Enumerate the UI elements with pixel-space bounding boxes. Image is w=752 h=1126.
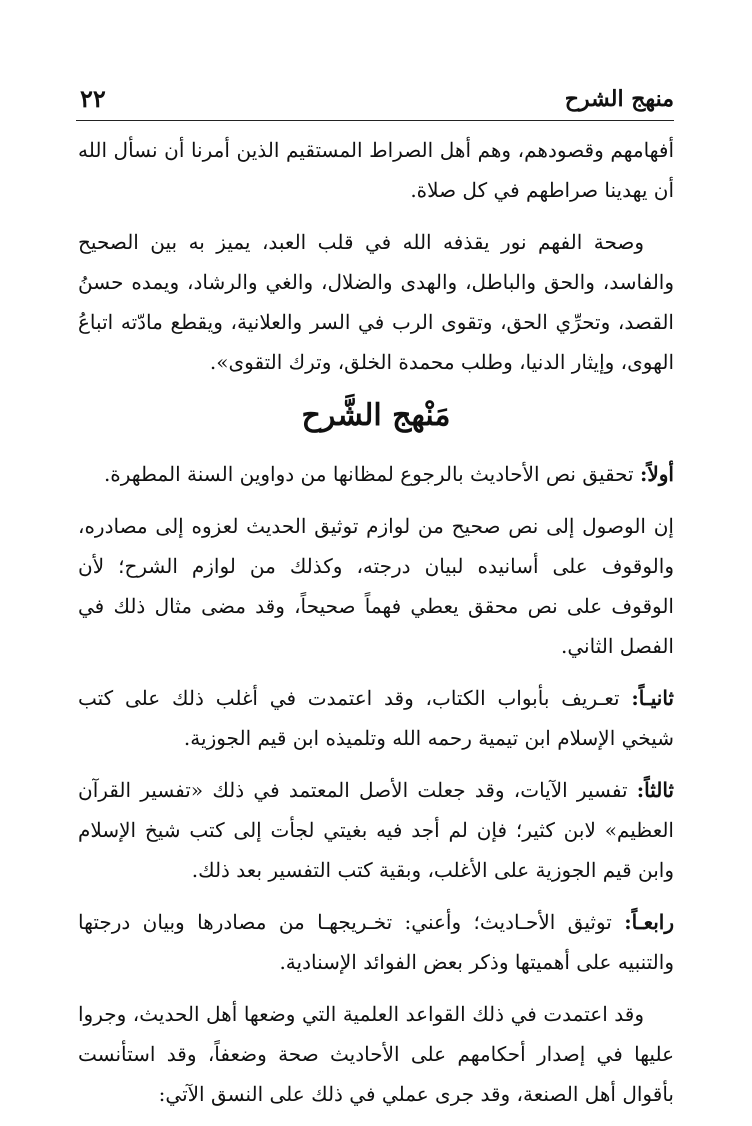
section-title: مَنْهج الشَّرح — [301, 398, 451, 433]
point-lead: ثالثاً: — [636, 778, 674, 802]
point-text: توثيق الأحـاديث؛ وأعني: تخـريجهـا من مصادرها وبيان درجتها والتنبيه على أهميتها وذكر بعض الفوائد الإسنادية. — [78, 910, 674, 974]
point-lead: رابعـاً: — [624, 910, 674, 934]
paragraph-method — [78, 994, 674, 1114]
page-body — [78, 130, 674, 1126]
running-title: منهج الشرح — [564, 86, 674, 112]
point-text: تفسير الآيات، وقد جعلت الأصل المعتمد في ذلك «تفسير القرآن العظيم» لابن كثير؛ فإن لم أجد فيه بغيتي لجأت إلى كتب شيخ الإسلام وابن قيم الجوزية على الأغلب، وبقية كتب التفسير بعد ذلك. — [78, 778, 674, 882]
paragraph-continuation: أفهامهم وقصودهم، وهم أهل الصراط المستقيم الذين أمرنا أن نسأل الله أن يهدينا صراطهم في كل صلاة. — [78, 138, 674, 202]
point-text: تعـريف بأبواب الكتاب، وقد اعتمدت في أغلب ذلك على كتب شيخي الإسلام ابن تيمية رحمه الله وتلميذه ابن قيم الجوزية. — [78, 686, 674, 750]
point-fourth — [78, 902, 674, 982]
point-second — [78, 678, 674, 758]
paragraph-text: إن الوصول إلى نص صحيح من لوازم توثيق الحديث لعزوه إلى مصادره، والوقوف على أسانيده لبيان درجته، وكذلك من لوازم الشرح؛ لأن الوقوف على نص محقق يعطي فهماً صحيحاً، وقد مضى مثال ذلك في الفصل الثاني. — [78, 514, 674, 658]
point-third — [78, 770, 674, 890]
paragraph-text: وقد اعتمدت في ذلك القواعد العلمية التي وضعها أهل الحديث، وجروا عليها في إصدار أحكامهم على الأحاديث صحة وضعفاً، وقد استأنست بأقوال أهل الصنعة، وقد جرى عملي في ذلك على النسق الآتي: — [78, 1002, 674, 1106]
paragraph-authentic-text — [78, 506, 674, 666]
point-first — [78, 454, 674, 494]
paragraph-sound-understanding: وصحة الفهم نور يقذفه الله في قلب العبد، يميز به بين الصحيح والفاسد، والحق والباطل، والهدى والضلال، والغي والرشاد، ويمده حسنُ القصد، وتحرِّي الحق، وتقوى الرب في السر والعلانية، ويقطع مادّته اتباعُ الهوى، وإيثار الدنيا، وطلب محمدة الخلق، وترك التقوى». — [78, 230, 674, 374]
point-lead: ثانيـاً: — [631, 686, 674, 710]
page-number: ٢٢ — [80, 84, 106, 113]
point-lead: أولاً: — [639, 462, 674, 486]
running-header — [76, 80, 674, 121]
point-text: تحقيق نص الأحاديث بالرجوع لمظانها من دواوين السنة المطهرة. — [103, 462, 640, 486]
